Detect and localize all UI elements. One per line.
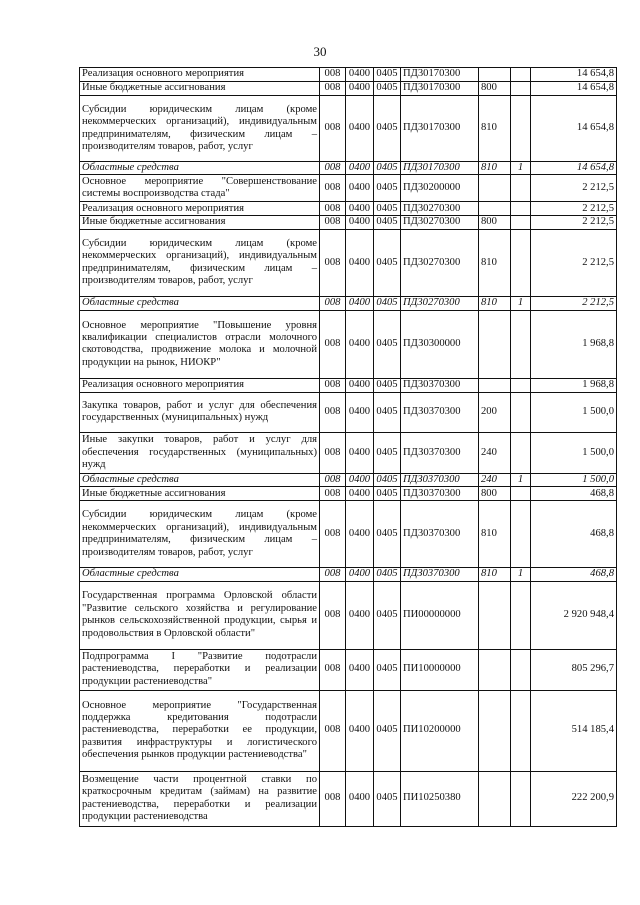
funding-source-cell: 1 <box>511 162 531 175</box>
section-code-cell: 0400 <box>346 487 374 501</box>
target-article-cell: ПДЗ0370300 <box>401 487 479 501</box>
amount-cell: 2 212,5 <box>531 229 617 296</box>
target-article-cell: ПД30270300 <box>401 216 479 229</box>
expenditure-name-cell: Субсидии юридическим лицам (кроме некоммерческих организаций), индивидуальным предпринимателям, физическим лицам – производителям товаров, работ, услуг <box>80 96 320 162</box>
expense-type-cell: 800 <box>479 216 511 229</box>
amount-cell: 14 654,8 <box>531 96 617 162</box>
funding-source-cell <box>511 487 531 501</box>
expenditure-name-cell: Областные средства <box>80 162 320 175</box>
amount-cell: 1 500,0 <box>531 392 617 432</box>
expense-type-cell: 810 <box>479 568 511 581</box>
subsection-code-cell: 0405 <box>374 296 401 310</box>
subsection-code-cell: 0405 <box>374 568 401 581</box>
section-code-cell: 0400 <box>346 378 374 392</box>
section-code-cell: 0400 <box>346 202 374 216</box>
amount-cell: 1 968,8 <box>531 310 617 378</box>
target-article-cell: ПДЗ0370300 <box>401 473 479 486</box>
table-row <box>80 690 617 771</box>
table-row <box>80 568 617 581</box>
table-row <box>80 216 617 229</box>
expenditure-name-cell: Возмещение части процентной ставки по краткосрочным кредитам (займам) на развитие растениеводства, переработки и реализации продукции растениеводства <box>80 771 320 826</box>
funding-source-cell <box>511 82 531 96</box>
section-code-cell: 0400 <box>346 432 374 473</box>
funding-source-cell <box>511 771 531 826</box>
section-code-cell: 0400 <box>346 175 374 202</box>
section-code-cell: 0400 <box>346 649 374 690</box>
section-code-cell: 0400 <box>346 501 374 568</box>
expenditure-name-cell: Иные закупки товаров, работ и услуг для обеспечения государственных (муниципальных) нужд <box>80 432 320 473</box>
table-row <box>80 649 617 690</box>
subsection-code-cell: 0405 <box>374 216 401 229</box>
amount-cell: 468,8 <box>531 501 617 568</box>
grbs-code-cell: 008 <box>320 310 346 378</box>
expense-type-cell: 800 <box>479 487 511 501</box>
amount-cell: 14 654,8 <box>531 82 617 96</box>
funding-source-cell <box>511 378 531 392</box>
target-article-cell: ПИ10250380 <box>401 771 479 826</box>
amount-cell: 2 212,5 <box>531 175 617 202</box>
section-code-cell: 0400 <box>346 690 374 771</box>
expense-type-cell: 810 <box>479 501 511 568</box>
subsection-code-cell: 0405 <box>374 96 401 162</box>
grbs-code-cell: 008 <box>320 68 346 82</box>
grbs-code-cell: 008 <box>320 378 346 392</box>
funding-source-cell: 1 <box>511 568 531 581</box>
subsection-code-cell: 0405 <box>374 310 401 378</box>
funding-source-cell <box>511 202 531 216</box>
expense-type-cell <box>479 690 511 771</box>
section-code-cell: 0400 <box>346 162 374 175</box>
amount-cell: 468,8 <box>531 568 617 581</box>
section-code-cell: 0400 <box>346 392 374 432</box>
section-code-cell: 0400 <box>346 82 374 96</box>
table-row <box>80 82 617 96</box>
expense-type-cell <box>479 378 511 392</box>
expense-type-cell: 810 <box>479 229 511 296</box>
expense-type-cell <box>479 68 511 82</box>
table-row <box>80 310 617 378</box>
page-number: 30 <box>313 44 327 59</box>
section-code-cell: 0400 <box>346 771 374 826</box>
amount-cell: 805 296,7 <box>531 649 617 690</box>
grbs-code-cell: 008 <box>320 690 346 771</box>
grbs-code-cell: 008 <box>320 771 346 826</box>
table-row <box>80 68 617 82</box>
target-article-cell: ПДЗ0370300 <box>401 432 479 473</box>
subsection-code-cell: 0405 <box>374 82 401 96</box>
grbs-code-cell: 008 <box>320 229 346 296</box>
funding-source-cell <box>511 392 531 432</box>
expenditure-name-cell: Подпрограмма I "Развитие подотрасли растениеводства, переработки и реализации продукции растениеводства" <box>80 649 320 690</box>
table-row <box>80 487 617 501</box>
target-article-cell: ПД30170300 <box>401 82 479 96</box>
funding-source-cell <box>511 432 531 473</box>
funding-source-cell: 1 <box>511 473 531 486</box>
subsection-code-cell: 0405 <box>374 581 401 649</box>
grbs-code-cell: 008 <box>320 432 346 473</box>
expenditure-name-cell: Закупка товаров, работ и услуг для обеспечения государственных (муниципальных) нужд <box>80 392 320 432</box>
grbs-code-cell: 008 <box>320 82 346 96</box>
target-article-cell: ПИ10200000 <box>401 690 479 771</box>
funding-source-cell <box>511 68 531 82</box>
expenditure-name-cell: Областные средства <box>80 473 320 486</box>
expense-type-cell <box>479 771 511 826</box>
expense-type-cell: 810 <box>479 296 511 310</box>
table-row <box>80 501 617 568</box>
expense-type-cell <box>479 310 511 378</box>
grbs-code-cell: 008 <box>320 216 346 229</box>
section-code-cell: 0400 <box>346 68 374 82</box>
table-row <box>80 581 617 649</box>
subsection-code-cell: 0405 <box>374 392 401 432</box>
expense-type-cell: 240 <box>479 432 511 473</box>
grbs-code-cell: 008 <box>320 392 346 432</box>
subsection-code-cell: 0405 <box>374 432 401 473</box>
target-article-cell: ПДЗ0300000 <box>401 310 479 378</box>
funding-source-cell <box>511 649 531 690</box>
subsection-code-cell: 0405 <box>374 501 401 568</box>
section-code-cell: 0400 <box>346 296 374 310</box>
budget-table-body <box>80 68 617 827</box>
expense-type-cell <box>479 649 511 690</box>
amount-cell: 222 200,9 <box>531 771 617 826</box>
amount-cell: 2 920 948,4 <box>531 581 617 649</box>
expenditure-name-cell: Основное мероприятие "Государственная поддержка кредитования подотрасли растениеводства, переработки ее продукции, развития инфраструктуры и логистического обеспечения рынков продукции растениеводства" <box>80 690 320 771</box>
expense-type-cell: 810 <box>479 96 511 162</box>
grbs-code-cell: 008 <box>320 581 346 649</box>
amount-cell: 2 212,5 <box>531 216 617 229</box>
funding-source-cell <box>511 96 531 162</box>
expense-type-cell <box>479 175 511 202</box>
expense-type-cell: 800 <box>479 82 511 96</box>
grbs-code-cell: 008 <box>320 473 346 486</box>
grbs-code-cell: 008 <box>320 96 346 162</box>
table-row <box>80 96 617 162</box>
expense-type-cell: 810 <box>479 162 511 175</box>
grbs-code-cell: 008 <box>320 175 346 202</box>
subsection-code-cell: 0405 <box>374 229 401 296</box>
expenditure-name-cell: Иные бюджетные ассигнования <box>80 487 320 501</box>
amount-cell: 468,8 <box>531 487 617 501</box>
amount-cell: 2 212,5 <box>531 202 617 216</box>
expenditure-name-cell: Субсидии юридическим лицам (кроме некоммерческих организаций), индивидуальным предпринимателям, физическим лицам – производителям товаров, работ, услуг <box>80 229 320 296</box>
expenditure-name-cell: Государственная программа Орловской области "Развитие сельского хозяйства и регулирование рынков сельскохозяйственной продукции, сырья и продовольствия в Орловской области" <box>80 581 320 649</box>
section-code-cell: 0400 <box>346 216 374 229</box>
section-code-cell: 0400 <box>346 229 374 296</box>
subsection-code-cell: 0405 <box>374 649 401 690</box>
subsection-code-cell: 0405 <box>374 487 401 501</box>
expense-type-cell <box>479 202 511 216</box>
target-article-cell: ПД30170300 <box>401 96 479 162</box>
table-row <box>80 432 617 473</box>
target-article-cell: ПД30270300 <box>401 296 479 310</box>
grbs-code-cell: 008 <box>320 649 346 690</box>
section-code-cell: 0400 <box>346 96 374 162</box>
grbs-code-cell: 008 <box>320 162 346 175</box>
section-code-cell: 0400 <box>346 568 374 581</box>
expenditure-name-cell: Иные бюджетные ассигнования <box>80 82 320 96</box>
grbs-code-cell: 008 <box>320 568 346 581</box>
table-row <box>80 296 617 310</box>
subsection-code-cell: 0405 <box>374 68 401 82</box>
funding-source-cell <box>511 229 531 296</box>
table-row <box>80 473 617 486</box>
table-row <box>80 162 617 175</box>
target-article-cell: ПИ00000000 <box>401 581 479 649</box>
target-article-cell: ПИ10000000 <box>401 649 479 690</box>
target-article-cell: ПД30170300 <box>401 162 479 175</box>
expenditure-name-cell: Основное мероприятие "Совершенствование системы воспроизводства стада" <box>80 175 320 202</box>
subsection-code-cell: 0405 <box>374 202 401 216</box>
funding-source-cell <box>511 690 531 771</box>
grbs-code-cell: 008 <box>320 202 346 216</box>
expenditure-name-cell: Основное мероприятие "Повышение уровня квалификации специалистов отрасли молочного скотоводства, продвижение молока и молочной продукции на рынок, НИОКР" <box>80 310 320 378</box>
expenditure-name-cell: Реализация основного мероприятия <box>80 68 320 82</box>
target-article-cell: ПДЗ0370300 <box>401 392 479 432</box>
subsection-code-cell: 0405 <box>374 162 401 175</box>
subsection-code-cell: 0405 <box>374 771 401 826</box>
funding-source-cell <box>511 216 531 229</box>
grbs-code-cell: 008 <box>320 296 346 310</box>
funding-source-cell <box>511 501 531 568</box>
target-article-cell: ПДЗ0370300 <box>401 568 479 581</box>
grbs-code-cell: 008 <box>320 501 346 568</box>
subsection-code-cell: 0405 <box>374 473 401 486</box>
table-row <box>80 202 617 216</box>
funding-source-cell: 1 <box>511 296 531 310</box>
expenditure-name-cell: Реализация основного мероприятия <box>80 378 320 392</box>
amount-cell: 514 185,4 <box>531 690 617 771</box>
expenditure-name-cell: Реализация основного мероприятия <box>80 202 320 216</box>
budget-table <box>79 67 617 827</box>
amount-cell: 1 500,0 <box>531 432 617 473</box>
target-article-cell: ПД30200000 <box>401 175 479 202</box>
section-code-cell: 0400 <box>346 473 374 486</box>
table-row <box>80 392 617 432</box>
amount-cell: 2 212,5 <box>531 296 617 310</box>
expenditure-name-cell: Областные средства <box>80 568 320 581</box>
funding-source-cell <box>511 175 531 202</box>
expenditure-name-cell: Субсидии юридическим лицам (кроме некоммерческих организаций), индивидуальным предпринимателям, физическим лицам – производителям товаров, работ, услуг <box>80 501 320 568</box>
subsection-code-cell: 0405 <box>374 690 401 771</box>
target-article-cell: ПД30370300 <box>401 501 479 568</box>
target-article-cell: ПД30170300 <box>401 68 479 82</box>
funding-source-cell <box>511 310 531 378</box>
subsection-code-cell: 0405 <box>374 175 401 202</box>
funding-source-cell <box>511 581 531 649</box>
target-article-cell: ПД30270300 <box>401 202 479 216</box>
amount-cell: 1 500,0 <box>531 473 617 486</box>
target-article-cell: ПД30370300 <box>401 378 479 392</box>
section-code-cell: 0400 <box>346 310 374 378</box>
table-row <box>80 229 617 296</box>
amount-cell: 14 654,8 <box>531 68 617 82</box>
expenditure-name-cell: Иные бюджетные ассигнования <box>80 216 320 229</box>
section-code-cell: 0400 <box>346 581 374 649</box>
amount-cell: 1 968,8 <box>531 378 617 392</box>
expense-type-cell: 200 <box>479 392 511 432</box>
expenditure-name-cell: Областные средства <box>80 296 320 310</box>
table-row <box>80 378 617 392</box>
table-row <box>80 771 617 826</box>
table-row <box>80 175 617 202</box>
grbs-code-cell: 008 <box>320 487 346 501</box>
amount-cell: 14 654,8 <box>531 162 617 175</box>
target-article-cell: ПД30270300 <box>401 229 479 296</box>
expense-type-cell: 240 <box>479 473 511 486</box>
expense-type-cell <box>479 581 511 649</box>
subsection-code-cell: 0405 <box>374 378 401 392</box>
